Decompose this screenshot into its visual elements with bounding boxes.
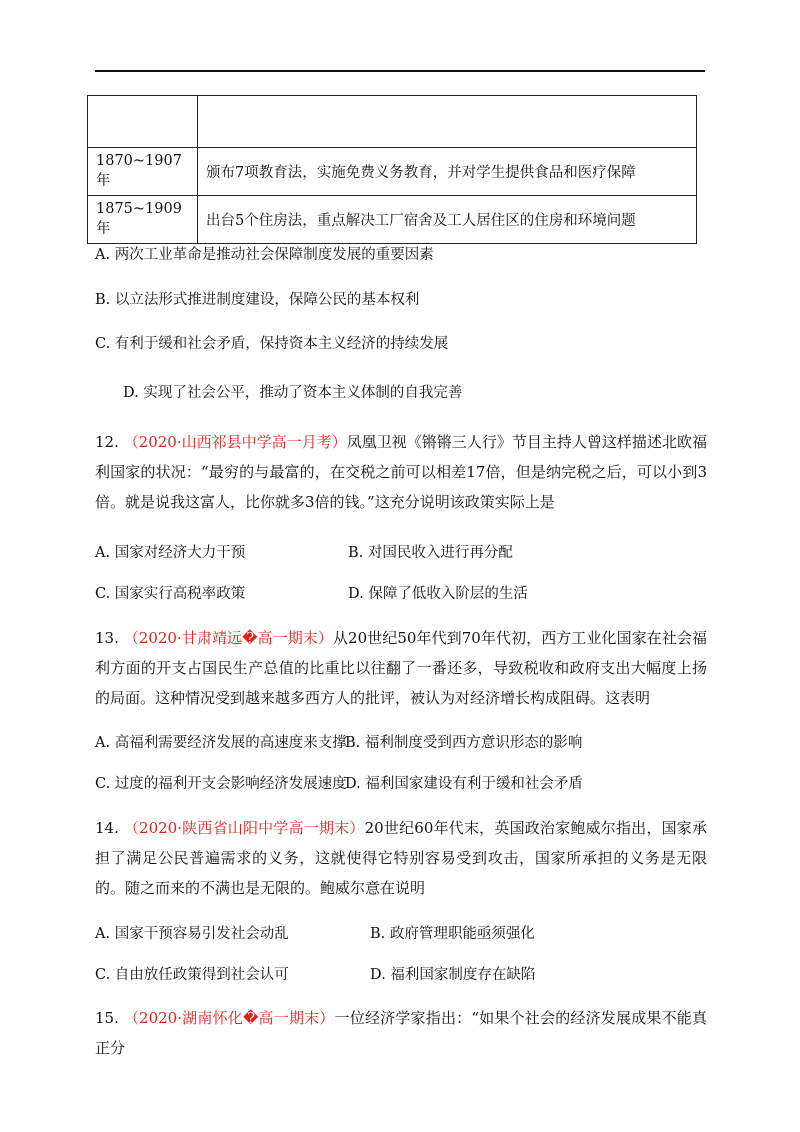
q13-option-a: A. 高福利需要经济发展的高速度来支撑	[95, 735, 347, 751]
q12-option-c: C. 国家实行高税率政策	[95, 586, 246, 602]
q14-option-a: A. 国家干预容易引发社会动乱	[95, 926, 289, 942]
question-number: 14.	[95, 819, 119, 837]
question-stem: 从20世纪50年代到70年代初，西方工业化国家在社会福利方面的开支占国民生产总值的比重比以往翻了一番还多，导致税收和政府支出大幅度上扬的局面。这种情况受到越来越多西方人的批评，被认为对经济增长构成阻碍。这表明	[95, 629, 707, 707]
question-stem: 20世纪60年代末，英国政治家鲍威尔指出，国家承担了满足公民普遍需求的义务，这就使得它特别容易受到攻击，国家所承担的义务是无限的。随之而来的不满也是无限的。鲍威尔意在说明	[95, 819, 707, 897]
question-15	[95, 1003, 707, 1063]
question-number: 12.	[95, 433, 119, 451]
q11-option-a: A. 两次工业革命是推动社会保障制度发展的重要因素	[95, 247, 434, 263]
table-cell-year: 1870~1907年	[88, 148, 198, 196]
question-13	[95, 623, 707, 713]
q12-option-b: B. 对国民收入进行再分配	[348, 545, 513, 561]
q11-option-d: D. 实现了社会公平，推动了资本主义体制的自我完善	[123, 385, 463, 401]
q14-option-d: D. 福利国家制度存在缺陷	[370, 967, 536, 983]
header-rule	[95, 70, 705, 72]
q14-option-c: C. 自由放任政策得到社会认可	[95, 967, 289, 983]
q13-option-b: B. 福利制度受到西方意识形态的影响	[345, 735, 583, 751]
question-stem: 凤凰卫视《锵锵三人行》节目主持人曾这样描述北欧福利国家的状况：“最穷的与最富的，在交税之前可以相差17倍，但是纳完税之后，可以小到3倍。就是说我这富人，比你就多3倍的钱。”这充分说明该政策实际上是	[95, 433, 707, 511]
question-number: 13.	[95, 629, 119, 647]
table-cell-content	[198, 96, 697, 148]
q13-option-c: C. 过度的福利开支会影响经济发展速度	[95, 776, 347, 792]
question-source: （2020·甘肃靖远�高一期末）	[123, 629, 333, 647]
table-cell-content: 出台5个住房法，重点解决工厂宿舍及工人居住区的住房和环境问题	[198, 196, 697, 244]
question-source: （2020·陕西省山阳中学高一期末）	[123, 819, 365, 837]
question-stem: 一位经济学家指出：“如果个社会的经济发展成果不能真正分	[95, 1009, 707, 1057]
q12-option-d: D. 保障了低收入阶层的生活	[348, 586, 528, 602]
q11-option-b: B. 以立法形式推进制度建设，保障公民的基本权利	[95, 292, 420, 308]
question-number: 15.	[95, 1009, 119, 1027]
table-row	[88, 196, 697, 244]
q13-option-d: D. 福利国家建设有利于缓和社会矛盾	[345, 776, 583, 792]
question-source: （2020·山西祁县中学高一月考）	[123, 433, 347, 451]
q12-option-a: A. 国家对经济大力干预	[95, 545, 246, 561]
table-row	[88, 148, 697, 196]
question-12	[95, 427, 707, 517]
table-row	[88, 96, 697, 148]
q11-option-c: C. 有利于缓和社会矛盾，保持资本主义经济的持续发展	[95, 336, 449, 352]
table-cell-year: 1875~1909年	[88, 196, 198, 244]
table-cell-content: 颁布7项教育法，实施免费义务教育，并对学生提供食品和医疗保障	[198, 148, 697, 196]
table-cell-year	[88, 96, 198, 148]
question-14	[95, 813, 707, 903]
question-source: （2020·湖南怀化�高一期末）	[123, 1009, 335, 1027]
history-table	[87, 95, 697, 244]
q14-option-b: B. 政府管理职能亟须强化	[370, 926, 535, 942]
